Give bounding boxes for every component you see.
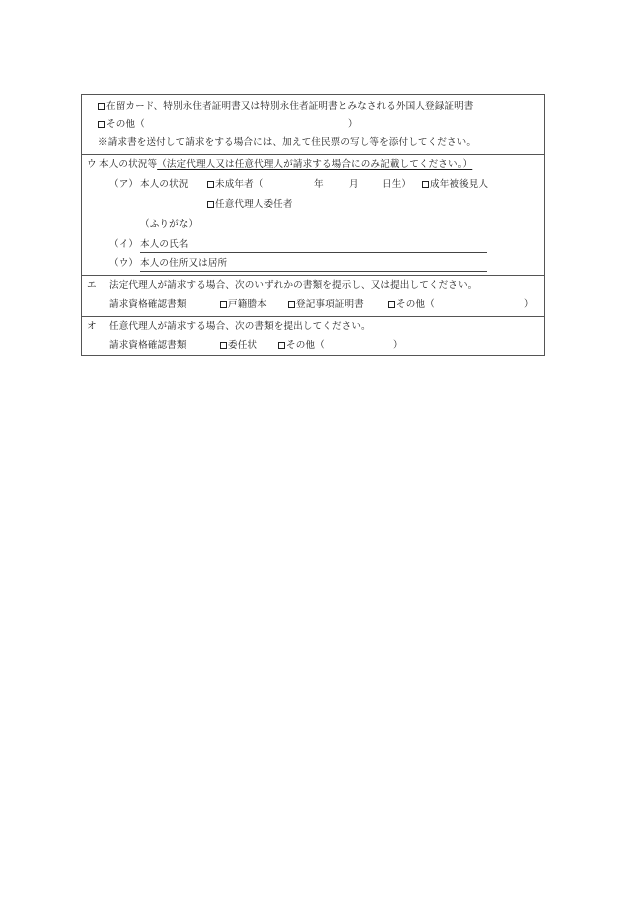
other-option-o[interactable]: その他（ [278, 341, 325, 351]
minor-checkbox-label[interactable]: 未成年者（ [207, 180, 263, 190]
other-option-o-close: ） [393, 340, 403, 351]
other-option-e[interactable]: その他（ [388, 300, 435, 310]
month-label: 月 [349, 179, 359, 190]
checkbox[interactable] [220, 301, 227, 308]
section-e-text: 法定代理人が請求する場合、次のいずれかの書類を提示し、又は提出してください。 [109, 280, 478, 291]
section-divider [82, 154, 544, 155]
checkbox[interactable] [288, 301, 295, 308]
section-divider [82, 275, 544, 276]
section-u-title: 本人の状況等（法定代理人又は任意代理人が請求する場合にのみ記載してください。） [99, 159, 473, 170]
furigana-label: （ふりがな） [140, 219, 199, 230]
request-form-table [81, 94, 545, 356]
family-register-option[interactable]: 戸籍謄本 [220, 300, 267, 310]
section-divider [82, 316, 544, 317]
item-a-caption: 本人の状況 [140, 179, 189, 190]
checkbox[interactable] [220, 342, 227, 349]
item-u-caption: 本人の住所又は居所 [140, 258, 228, 269]
id-doc-other-close: ） [348, 119, 358, 130]
checkbox[interactable] [422, 181, 429, 188]
checkbox[interactable] [207, 181, 214, 188]
checkbox[interactable] [98, 121, 105, 128]
address-field-line[interactable] [140, 271, 487, 272]
agent-principal-checkbox-label[interactable]: 任意代理人委任者 [207, 200, 293, 210]
adult-guardian-checkbox-label[interactable]: 成年被後見人 [422, 180, 488, 190]
section-e-marker: エ [87, 280, 97, 291]
mail-note: ※請求書を送付して請求をする場合には、加えて住民票の写し等を添付してください。 [98, 137, 477, 148]
power-of-attorney-option[interactable]: 委任状 [220, 341, 257, 351]
item-u-label: （ウ） [109, 258, 139, 269]
item-a-label: （ア） [109, 179, 139, 190]
checkbox[interactable] [207, 201, 214, 208]
section-u-marker: ウ [87, 159, 97, 170]
section-o-docs-caption: 請求資格確認書類 [109, 340, 187, 351]
checkbox[interactable] [98, 103, 105, 110]
birth-label: 日生） [382, 179, 412, 190]
checkbox[interactable] [278, 342, 285, 349]
year-label: 年 [314, 179, 324, 190]
section-o-text: 任意代理人が請求する場合、次の書類を提出してください。 [109, 321, 371, 332]
section-e-docs-caption: 請求資格確認書類 [109, 299, 187, 310]
section-o-marker: オ [87, 321, 97, 332]
item-i-label: （イ） [109, 239, 139, 250]
id-doc-residence-card[interactable]: 在留カード、特別永住者証明書又は特別永住者証明書とみなされる外国人登録証明書 [98, 102, 474, 112]
checkbox[interactable] [388, 301, 395, 308]
item-i-caption: 本人の氏名 [140, 239, 189, 250]
id-doc-other[interactable]: その他（ [98, 120, 145, 130]
other-option-e-close: ） [524, 299, 534, 310]
registry-certificate-option[interactable]: 登記事項証明書 [288, 300, 364, 310]
name-field-line[interactable] [140, 252, 487, 253]
